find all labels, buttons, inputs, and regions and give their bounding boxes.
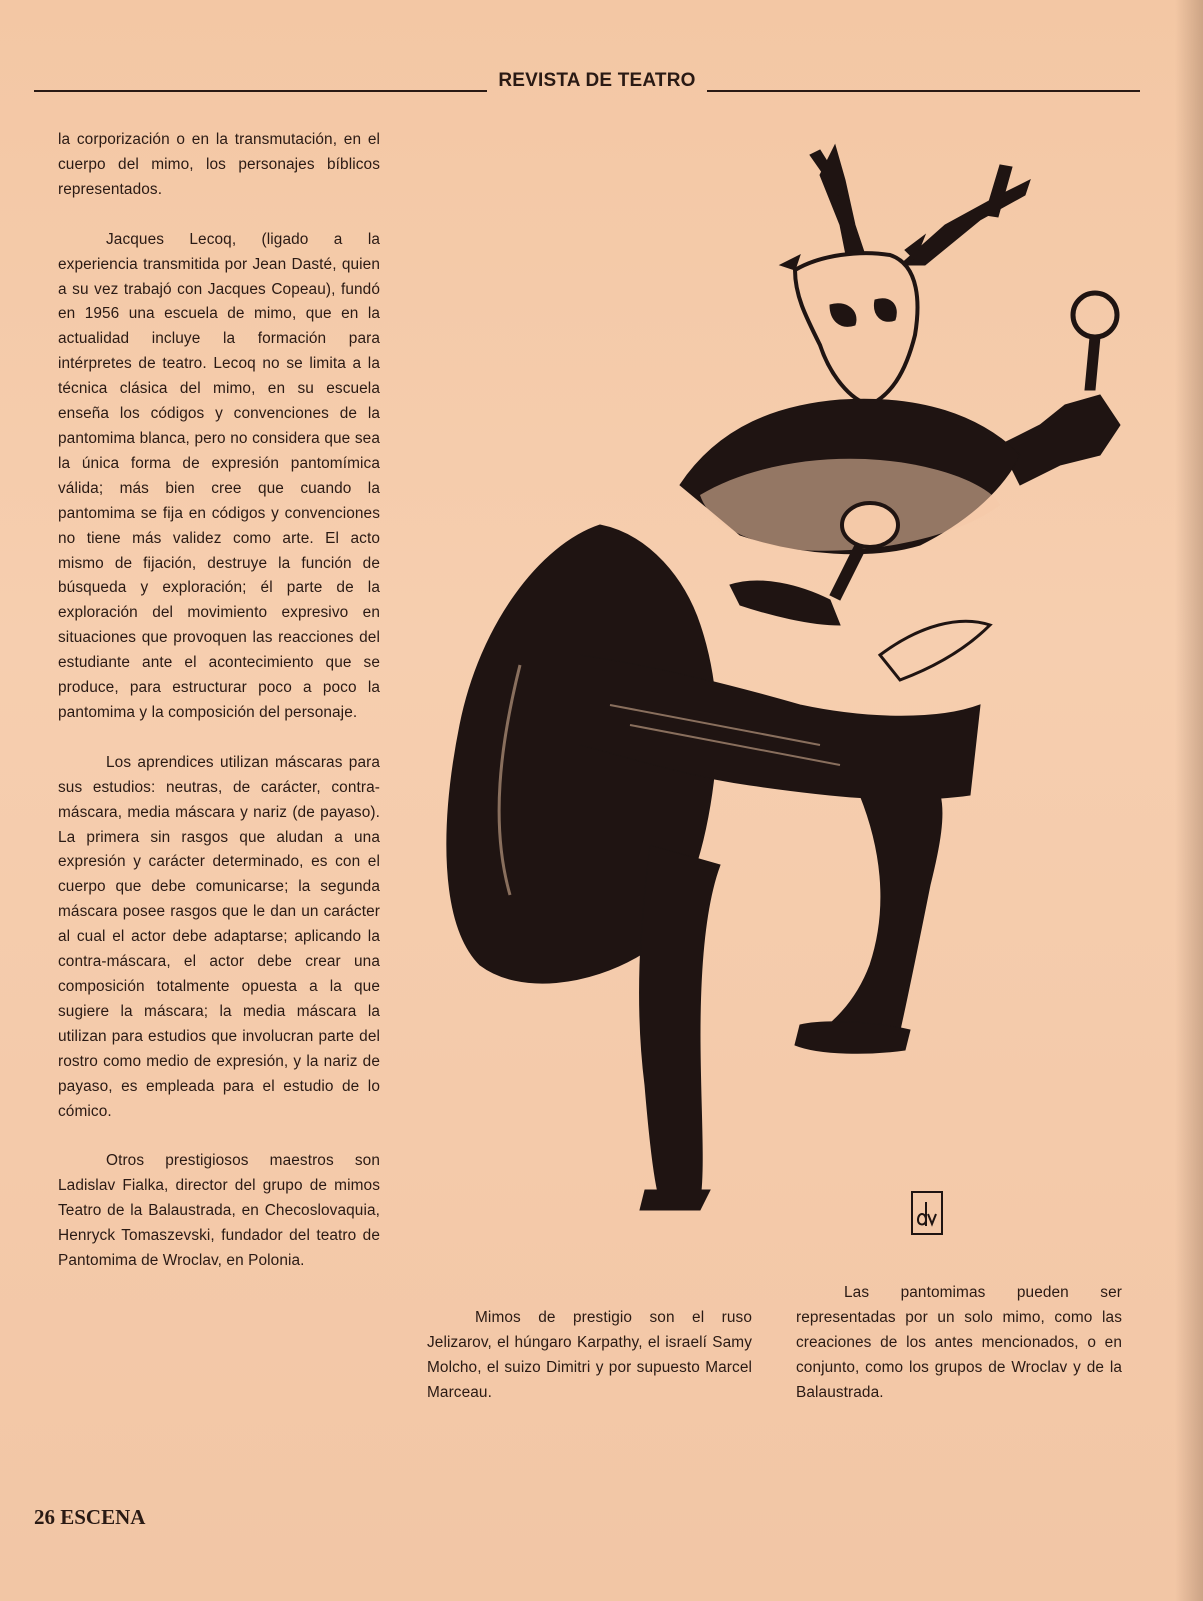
- paragraph-4: Otros prestigiosos maestros son Ladislav Fialka, director del grupo de mimos Teatro de la Balaustrada, en Checoslovaquia, Henryck Tomaszevski, fundador del teatro de Pantomima de Wroclav, en Polonia.: [58, 1152, 380, 1270]
- middle-text-block: [427, 1305, 752, 1405]
- paragraph-3: Los aprendices utilizan máscaras para sus estudios: neutras, de carácter, contra-máscara, media máscara y nariz (de payaso). La primera sin rasgos que aludan a una expresión y carácter determinado, es con el cuerpo que debe comunicarse; la segunda máscara posee rasgos que le dan un carácter al cual el actor debe adaptarse; aplicando la contra-máscara, el actor debe crear una composición totalmente opuesta a la que sugiere la máscara; la media máscara la utilizan para estudios que involucran parte del rostro como medio de expresión, y la nariz de payaso, es empleada para el estudio de lo cómico.: [58, 753, 380, 1120]
- magazine-section-title: REVISTA DE TEATRO: [498, 70, 696, 91]
- middle-paragraph: Mimos de prestigio son el ruso Jelizarov, el húngaro Karpathy, el israelí Samy Molcho, el suizo Dimitri y por supuesto Marcel Marceau.: [427, 1309, 752, 1401]
- paragraph-1: la corporización o en la transmutación, en el cuerpo del mimo, los personajes bíblicos representados.: [58, 131, 380, 198]
- page-footer: 26 ESCENA: [34, 1505, 146, 1529]
- artist-monogram-icon: [910, 1190, 944, 1236]
- header-rule-right: [707, 90, 1140, 92]
- right-paragraph: Las pantomimas pueden ser representadas por un solo mimo, como las creaciones de los antes mencionados, o en conjunto, como los grupos de Wroclav y de la Balaustrada.: [796, 1284, 1122, 1401]
- page-header: [34, 66, 1140, 94]
- masked-mime-dancer-illustration: [400, 105, 1160, 1255]
- paragraph-2: Jacques Lecoq, (ligado a la experiencia transmitida por Jean Dasté, quien a su vez trabajó con Jacques Copeau), fundó en 1956 una escuela de mimo, que en la actualidad incluye la formación para intérpretes de teatro. Lecoq no se limita a la técnica clásica del mimo, en su escuela enseña los códigos y convenciones de la pantomima blanca, pero no considera que sea la única forma de expresión pantomímica válida; más bien cree que cuando la pantomima se fija en códigos y convenciones no tiene más validez como arte. El acto mismo de fijación, destruye la función de búsqueda y exploración; él parte de la exploración del movimiento expresivo en situaciones que provoquen las reacciones del estudiante ante el acontecimiento que se produce, para estructurar poco a poco la pantomima y la composición del personaje.: [58, 230, 380, 721]
- right-text-block: [796, 1280, 1122, 1405]
- left-text-column: [58, 128, 380, 1299]
- header-rule-left: [34, 90, 487, 92]
